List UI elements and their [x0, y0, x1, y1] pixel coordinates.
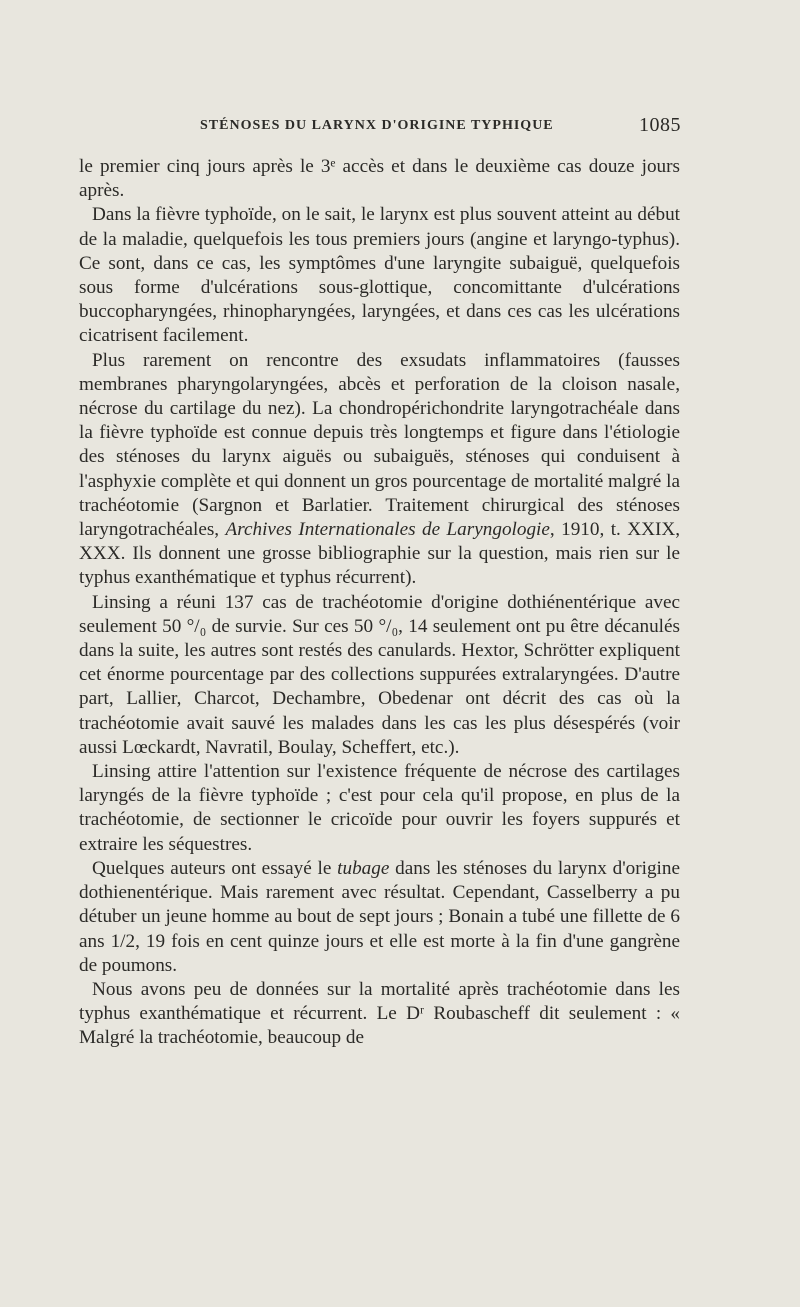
journal-title: Archives Internationales de Laryngologie [225, 519, 550, 541]
paragraph [79, 857, 680, 978]
text-run: Plus rarement on rencontre des exsudats inflammatoires (fausses membranes pharyngolaryngées, abcès et perforation de la cloison nasale, nécrose du cartilage du nez). La chondropérichondrite laryngotrachéale dans la fièvre typhoïde est connue depuis très longtemps et figure dans l'étiologie des sténoses du larynx aiguës ou subaiguës, sténoses qui conduisent à l'asphyxie complète et qui donnent un gros pourcentage de mortalité malgré la trachéotomie (Sargnon et Barlatier. Traitement chirurgical des sténoses laryngotrachéales, [79, 349, 680, 541]
text-run: Dans la fièvre typhoïde, on le sait, le larynx est plus souvent atteint au début de la maladie, quelquefois les tous premiers jours (angine et laryngo-typhus). Ce sont, dans ce cas, les symptômes d'une laryngite subaiguë, quelquefois sous forme d'ulcérations sous-glottique, concomittante d'ulcérations buccopharyngées, rhinopharyngées, laryngées, et dans ces cas les ulcérations cicatrisent facilement. [79, 204, 680, 347]
emphasized-term: tubage [337, 857, 390, 879]
text-run: Linsing attire l'attention sur l'existence fréquente de nécrose des cartilages laryngés de la fièvre typhoïde ; c'est pour cela qu'il propose, en plus de la trachéotomie, de sectionner le cricoïde pour ouvrir les foyers suppurés et extraire les séquestres. [79, 761, 680, 855]
page-number: 1085 [639, 114, 681, 136]
paragraph [79, 760, 680, 857]
running-title: STÉNOSES DU LARYNX D'ORIGINE TYPHIQUE [200, 118, 554, 133]
paragraph [79, 349, 680, 591]
paragraph [79, 591, 680, 760]
paragraph [79, 978, 680, 1051]
text-run: Quelques auteurs ont essayé le [92, 857, 338, 879]
text-run: Nous avons peu de données sur la mortalité après trachéotomie dans les typhus exanthématique et récurrent. Le Dʳ Roubascheff dit seulement : « Malgré la trachéotomie, beaucoup de [79, 978, 680, 1049]
page-header [80, 114, 680, 142]
body-text [79, 155, 680, 1051]
paragraph [79, 155, 680, 203]
text-run: , 1910, t. XXIX, XXX. Ils donnent une grosse bibliographie sur la question, mais rien sur le typhus exanthématique et typhus récurrent). [79, 519, 680, 589]
text-run: dans les sténoses du larynx d'origine dothienentérique. Mais rarement avec résultat. Cependant, Casselberry a pu détuber un jeune homme au bout de sept jours ; Bonain a tubé une fillette de 6 ans 1/2, 19 fois en cent quinze jours et elle est morte à la fin d'une gangrène de poumons. [79, 857, 680, 976]
text-run: Linsing a réuni 137 cas de trachéotomie d'origine dothiénentérique avec seulement 50 °/₀ de survie. Sur ces 50 °/₀, 14 seulement ont pu être décanulés dans la suite, les autres sont restés des canulards. Hextor, Schrötter expliquent cet énorme pourcentage par des collections suppurées extralaryngées. D'autre part, Lallier, Charcot, Dechambre, Obedenar ont décrit des cas où la trachéotomie avait sauvé les malades dans les cas les plus désespérés (voir aussi Lœckardt, Navratil, Boulay, Scheffert, etc.). [79, 591, 680, 758]
paragraph [79, 203, 680, 348]
text-run: le premier cinq jours après le 3ᵉ accès et dans le deuxième cas douze jours après. [79, 156, 680, 202]
